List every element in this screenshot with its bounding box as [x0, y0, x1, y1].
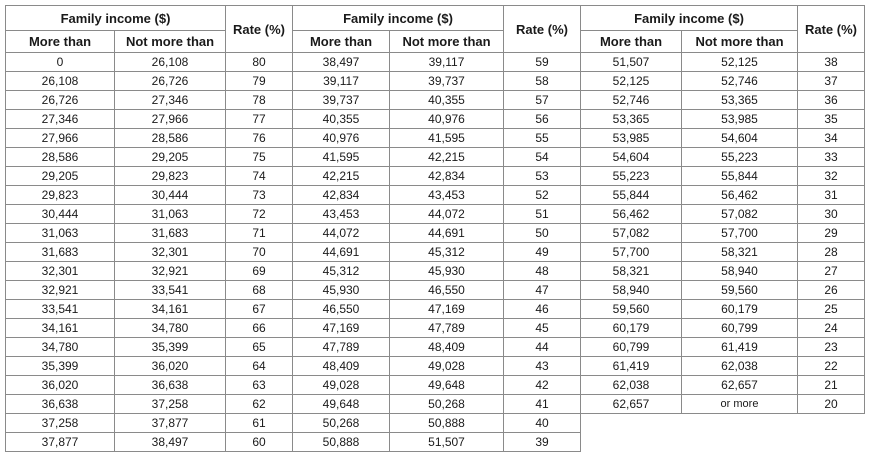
- group-3-rate-cell: 21: [798, 376, 865, 395]
- group-2-rate-cell: 40: [504, 414, 581, 433]
- group-2-rate-cell: 55: [504, 129, 581, 148]
- group-1-not-more-than-cell: 32,921: [115, 262, 226, 281]
- group-1-more-than-cell: 28,586: [6, 148, 115, 167]
- group-3-more-than-cell: 60,799: [581, 338, 682, 357]
- group-1-more-than-cell: 27,966: [6, 129, 115, 148]
- group-2-not-more-than-cell: 50,268: [390, 395, 504, 414]
- group-3-rate-cell: 29: [798, 224, 865, 243]
- table-row: [6, 205, 865, 224]
- table-row: [6, 376, 865, 395]
- group-2-rate-cell: 58: [504, 72, 581, 91]
- group-2-more-than-cell: 42,834: [293, 186, 390, 205]
- group-3-more-than-cell: 57,700: [581, 243, 682, 262]
- group-1-rate-cell: 60: [226, 433, 293, 452]
- group-3-more-than-cell: 57,082: [581, 224, 682, 243]
- rate-table-container: [5, 5, 864, 451]
- group-2-not-more-than-cell: 50,888: [390, 414, 504, 433]
- group-3-more-than-cell: 55,223: [581, 167, 682, 186]
- group-3-more-than-cell: 52,125: [581, 72, 682, 91]
- group-1-more-than-cell: 0: [6, 53, 115, 72]
- group-3-not-more-than-cell: 57,700: [682, 224, 798, 243]
- group-2-more-than-cell: 47,789: [293, 338, 390, 357]
- group-3-rate-cell: 30: [798, 205, 865, 224]
- group-3-rate-cell: 24: [798, 319, 865, 338]
- group-1-not-more-than-cell: 34,780: [115, 319, 226, 338]
- group-1-more-than-cell: 27,346: [6, 110, 115, 129]
- table-row: [6, 110, 865, 129]
- group-3-not-more-than-cell: 52,746: [682, 72, 798, 91]
- group-1-not-more-than-cell: 26,108: [115, 53, 226, 72]
- group-3-more-than-cell: 53,365: [581, 110, 682, 129]
- group-1-not-more-than-cell: 29,823: [115, 167, 226, 186]
- group-3-not-more-than-cell: 55,223: [682, 148, 798, 167]
- group-1-rate-cell: 61: [226, 414, 293, 433]
- group-2-rate-header: Rate (%): [504, 6, 581, 53]
- group-2-more-than-cell: 46,550: [293, 300, 390, 319]
- group-3-not-more-than-cell: or more: [682, 395, 798, 414]
- group-1-more-than-cell: 32,301: [6, 262, 115, 281]
- group-1-rate-cell: 63: [226, 376, 293, 395]
- group-3-not-more-than-cell: 53,365: [682, 91, 798, 110]
- group-1-not-more-than-header: Not more than: [115, 31, 226, 53]
- group-3-rate-cell: 22: [798, 357, 865, 376]
- group-3-rate-cell: 38: [798, 53, 865, 72]
- group-3-not-more-than-cell: 55,844: [682, 167, 798, 186]
- group-1-rate-cell: 79: [226, 72, 293, 91]
- group-2-more-than-cell: 44,072: [293, 224, 390, 243]
- group-1-rate-cell: 72: [226, 205, 293, 224]
- group-3-more-than-cell: 58,321: [581, 262, 682, 281]
- group-3-more-than-header: More than: [581, 31, 682, 53]
- empty-cell-area: [581, 414, 865, 452]
- group-1-more-than-cell: 34,780: [6, 338, 115, 357]
- table-row: [6, 72, 865, 91]
- group-2-not-more-than-cell: 46,550: [390, 281, 504, 300]
- table-row: [6, 91, 865, 110]
- group-1-rate-cell: 71: [226, 224, 293, 243]
- group-1-not-more-than-cell: 27,346: [115, 91, 226, 110]
- group-1-rate-cell: 64: [226, 357, 293, 376]
- group-1-rate-header: Rate (%): [226, 6, 293, 53]
- group-1-income-header: Family income ($): [6, 6, 226, 31]
- group-3-not-more-than-cell: 61,419: [682, 338, 798, 357]
- group-2-not-more-than-cell: 39,737: [390, 72, 504, 91]
- group-1-more-than-cell: 29,823: [6, 186, 115, 205]
- group-2-rate-cell: 41: [504, 395, 581, 414]
- group-2-rate-cell: 52: [504, 186, 581, 205]
- group-1-more-than-header: More than: [6, 31, 115, 53]
- group-2-not-more-than-cell: 42,215: [390, 148, 504, 167]
- group-3-not-more-than-cell: 52,125: [682, 53, 798, 72]
- group-3-not-more-than-cell: 53,985: [682, 110, 798, 129]
- group-1-not-more-than-cell: 28,586: [115, 129, 226, 148]
- group-3-rate-cell: 36: [798, 91, 865, 110]
- group-1-rate-cell: 74: [226, 167, 293, 186]
- group-1-rate-cell: 77: [226, 110, 293, 129]
- group-3-rate-cell: 28: [798, 243, 865, 262]
- group-2-not-more-than-cell: 42,834: [390, 167, 504, 186]
- group-1-not-more-than-cell: 34,161: [115, 300, 226, 319]
- group-1-more-than-cell: 29,205: [6, 167, 115, 186]
- group-3-rate-cell: 34: [798, 129, 865, 148]
- group-1-not-more-than-cell: 26,726: [115, 72, 226, 91]
- table-row: [6, 167, 865, 186]
- group-1-rate-cell: 75: [226, 148, 293, 167]
- group-2-not-more-than-cell: 44,072: [390, 205, 504, 224]
- group-1-rate-cell: 67: [226, 300, 293, 319]
- group-1-more-than-cell: 37,877: [6, 433, 115, 452]
- group-1-rate-cell: 66: [226, 319, 293, 338]
- group-2-more-than-cell: 38,497: [293, 53, 390, 72]
- group-3-not-more-than-cell: 62,038: [682, 357, 798, 376]
- group-2-rate-cell: 45: [504, 319, 581, 338]
- group-2-more-than-cell: 49,028: [293, 376, 390, 395]
- group-3-more-than-cell: 58,940: [581, 281, 682, 300]
- table-row: [6, 53, 865, 72]
- group-3-rate-cell: 33: [798, 148, 865, 167]
- group-1-not-more-than-cell: 29,205: [115, 148, 226, 167]
- group-1-not-more-than-cell: 30,444: [115, 186, 226, 205]
- group-1-not-more-than-cell: 37,258: [115, 395, 226, 414]
- group-3-rate-cell: 35: [798, 110, 865, 129]
- group-3-rate-cell: 37: [798, 72, 865, 91]
- group-1-more-than-cell: 36,020: [6, 376, 115, 395]
- group-2-rate-cell: 47: [504, 281, 581, 300]
- group-2-more-than-cell: 48,409: [293, 357, 390, 376]
- group-1-not-more-than-cell: 32,301: [115, 243, 226, 262]
- table-row: [6, 414, 865, 433]
- table-row: [6, 148, 865, 167]
- group-2-more-than-cell: 50,888: [293, 433, 390, 452]
- group-1-more-than-cell: 26,726: [6, 91, 115, 110]
- group-1-not-more-than-cell: 37,877: [115, 414, 226, 433]
- group-1-more-than-cell: 31,063: [6, 224, 115, 243]
- group-2-more-than-cell: 45,930: [293, 281, 390, 300]
- group-1-rate-cell: 70: [226, 243, 293, 262]
- group-2-not-more-than-cell: 43,453: [390, 186, 504, 205]
- group-2-not-more-than-cell: 45,312: [390, 243, 504, 262]
- group-2-not-more-than-cell: 39,117: [390, 53, 504, 72]
- group-2-rate-cell: 54: [504, 148, 581, 167]
- income-rate-table: [5, 5, 865, 452]
- group-2-more-than-cell: 50,268: [293, 414, 390, 433]
- group-3-rate-cell: 32: [798, 167, 865, 186]
- group-3-rate-cell: 25: [798, 300, 865, 319]
- group-1-rate-cell: 62: [226, 395, 293, 414]
- group-2-not-more-than-cell: 47,789: [390, 319, 504, 338]
- group-1-more-than-cell: 37,258: [6, 414, 115, 433]
- group-1-rate-cell: 76: [226, 129, 293, 148]
- group-1-more-than-cell: 30,444: [6, 205, 115, 224]
- group-3-not-more-than-cell: 57,082: [682, 205, 798, 224]
- table-row: [6, 186, 865, 205]
- group-1-rate-cell: 78: [226, 91, 293, 110]
- group-3-not-more-than-cell: 54,604: [682, 129, 798, 148]
- group-1-not-more-than-cell: 31,683: [115, 224, 226, 243]
- table-row: [6, 243, 865, 262]
- group-3-more-than-cell: 55,844: [581, 186, 682, 205]
- group-2-rate-cell: 59: [504, 53, 581, 72]
- group-1-rate-cell: 73: [226, 186, 293, 205]
- group-1-more-than-cell: 36,638: [6, 395, 115, 414]
- group-1-more-than-cell: 35,399: [6, 357, 115, 376]
- group-1-not-more-than-cell: 27,966: [115, 110, 226, 129]
- table-row: [6, 338, 865, 357]
- group-2-more-than-cell: 42,215: [293, 167, 390, 186]
- group-2-not-more-than-cell: 51,507: [390, 433, 504, 452]
- group-1-more-than-cell: 31,683: [6, 243, 115, 262]
- group-2-rate-cell: 57: [504, 91, 581, 110]
- group-3-more-than-cell: 56,462: [581, 205, 682, 224]
- group-2-more-than-cell: 49,648: [293, 395, 390, 414]
- group-3-more-than-cell: 59,560: [581, 300, 682, 319]
- group-1-more-than-cell: 32,921: [6, 281, 115, 300]
- group-1-not-more-than-cell: 35,399: [115, 338, 226, 357]
- group-2-not-more-than-cell: 41,595: [390, 129, 504, 148]
- group-2-more-than-cell: 39,737: [293, 91, 390, 110]
- group-2-rate-cell: 46: [504, 300, 581, 319]
- table-row: [6, 357, 865, 376]
- group-3-not-more-than-cell: 56,462: [682, 186, 798, 205]
- group-2-rate-cell: 56: [504, 110, 581, 129]
- group-3-more-than-cell: 62,038: [581, 376, 682, 395]
- group-2-more-than-cell: 44,691: [293, 243, 390, 262]
- group-2-not-more-than-cell: 47,169: [390, 300, 504, 319]
- group-3-not-more-than-cell: 62,657: [682, 376, 798, 395]
- group-2-rate-cell: 50: [504, 224, 581, 243]
- group-1-more-than-cell: 33,541: [6, 300, 115, 319]
- group-3-rate-cell: 27: [798, 262, 865, 281]
- group-3-income-header: Family income ($): [581, 6, 798, 31]
- group-2-more-than-cell: 47,169: [293, 319, 390, 338]
- group-2-more-than-cell: 40,355: [293, 110, 390, 129]
- table-row: [6, 395, 865, 414]
- group-3-not-more-than-cell: 59,560: [682, 281, 798, 300]
- group-1-rate-cell: 65: [226, 338, 293, 357]
- group-2-more-than-header: More than: [293, 31, 390, 53]
- group-1-rate-cell: 68: [226, 281, 293, 300]
- group-2-rate-cell: 53: [504, 167, 581, 186]
- table-row: [6, 281, 865, 300]
- group-2-not-more-than-cell: 40,976: [390, 110, 504, 129]
- group-3-rate-header: Rate (%): [798, 6, 865, 53]
- group-1-not-more-than-cell: 36,638: [115, 376, 226, 395]
- group-3-rate-cell: 20: [798, 395, 865, 414]
- group-2-not-more-than-cell: 49,648: [390, 376, 504, 395]
- group-3-more-than-cell: 62,657: [581, 395, 682, 414]
- group-3-rate-cell: 23: [798, 338, 865, 357]
- group-2-more-than-cell: 39,117: [293, 72, 390, 91]
- table-row: [6, 262, 865, 281]
- group-3-more-than-cell: 60,179: [581, 319, 682, 338]
- group-3-not-more-than-cell: 60,799: [682, 319, 798, 338]
- group-1-not-more-than-cell: 31,063: [115, 205, 226, 224]
- group-1-rate-cell: 69: [226, 262, 293, 281]
- group-2-rate-cell: 39: [504, 433, 581, 452]
- group-3-more-than-cell: 51,507: [581, 53, 682, 72]
- group-2-rate-cell: 42: [504, 376, 581, 395]
- group-3-more-than-cell: 53,985: [581, 129, 682, 148]
- group-2-more-than-cell: 43,453: [293, 205, 390, 224]
- group-2-rate-cell: 48: [504, 262, 581, 281]
- group-2-rate-cell: 51: [504, 205, 581, 224]
- group-1-not-more-than-cell: 33,541: [115, 281, 226, 300]
- group-2-rate-cell: 44: [504, 338, 581, 357]
- table-row: [6, 129, 865, 148]
- group-2-more-than-cell: 41,595: [293, 148, 390, 167]
- group-2-not-more-than-header: Not more than: [390, 31, 504, 53]
- group-1-not-more-than-cell: 38,497: [115, 433, 226, 452]
- group-2-more-than-cell: 45,312: [293, 262, 390, 281]
- group-3-more-than-cell: 52,746: [581, 91, 682, 110]
- group-1-not-more-than-cell: 36,020: [115, 357, 226, 376]
- group-1-more-than-cell: 34,161: [6, 319, 115, 338]
- table-row: [6, 224, 865, 243]
- group-3-not-more-than-cell: 58,940: [682, 262, 798, 281]
- group-2-not-more-than-cell: 44,691: [390, 224, 504, 243]
- group-1-rate-cell: 80: [226, 53, 293, 72]
- table-row: [6, 319, 865, 338]
- group-3-not-more-than-cell: 58,321: [682, 243, 798, 262]
- group-2-not-more-than-cell: 40,355: [390, 91, 504, 110]
- group-3-more-than-cell: 61,419: [581, 357, 682, 376]
- group-3-more-than-cell: 54,604: [581, 148, 682, 167]
- group-3-rate-cell: 31: [798, 186, 865, 205]
- group-2-more-than-cell: 40,976: [293, 129, 390, 148]
- group-3-not-more-than-header: Not more than: [682, 31, 798, 53]
- group-2-rate-cell: 43: [504, 357, 581, 376]
- group-2-income-header: Family income ($): [293, 6, 504, 31]
- group-2-not-more-than-cell: 48,409: [390, 338, 504, 357]
- group-3-not-more-than-cell: 60,179: [682, 300, 798, 319]
- group-1-more-than-cell: 26,108: [6, 72, 115, 91]
- table-body: [6, 53, 865, 452]
- group-3-rate-cell: 26: [798, 281, 865, 300]
- group-2-rate-cell: 49: [504, 243, 581, 262]
- group-2-not-more-than-cell: 49,028: [390, 357, 504, 376]
- table-row: [6, 300, 865, 319]
- group-2-not-more-than-cell: 45,930: [390, 262, 504, 281]
